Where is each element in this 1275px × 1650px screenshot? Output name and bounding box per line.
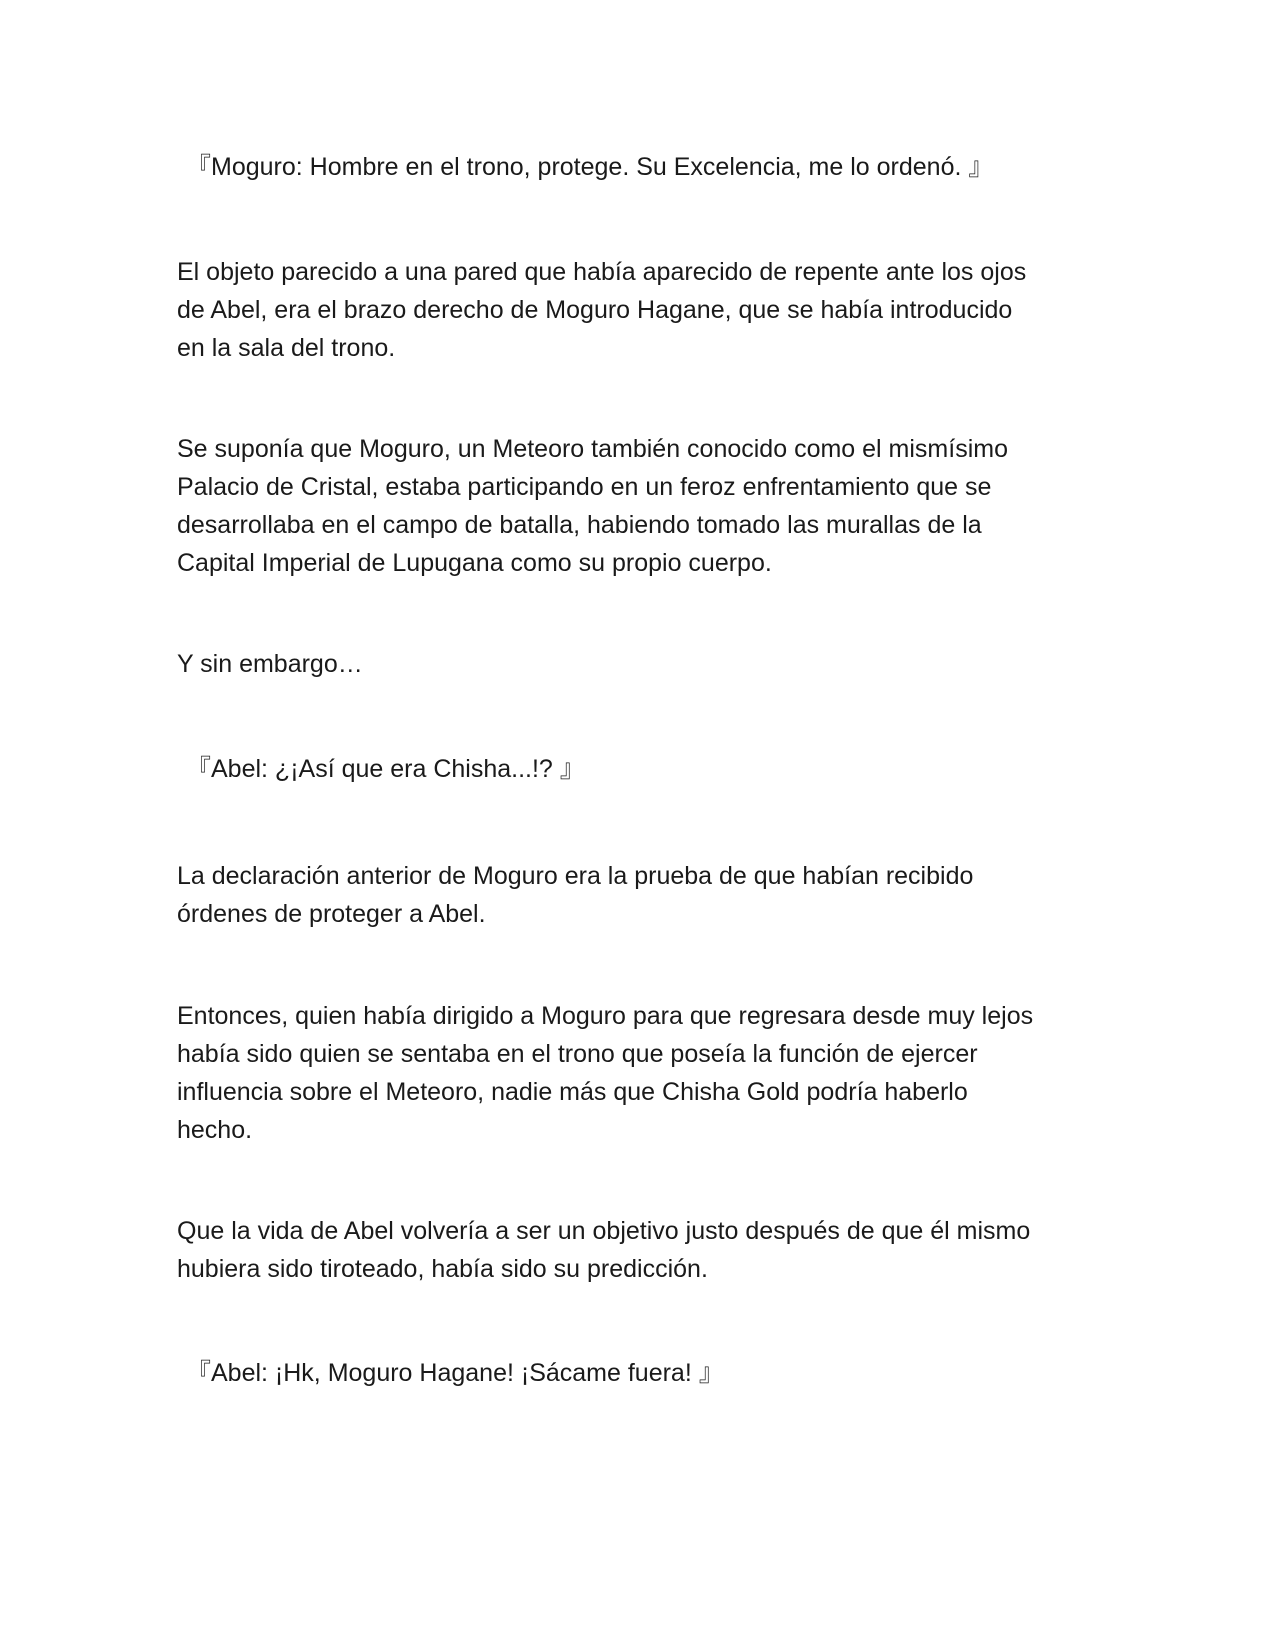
dialogue-moguro-protect: 『Moguro: Hombre en el trono, protege. Su Excelencia, me lo ordenó. 』: [186, 153, 994, 181]
paragraph-crystal-palace: Se suponía que Moguro, un Meteoro también conocido como el mismísimo Palacio de Cristal, estaba participando en un feroz enfrentamiento que se desarrollaba en el campo de batalla, habiendo tomado las murallas de la Capital Imperial de Lupugana como su propio cuerpo.: [177, 435, 1008, 577]
paragraph-declaration: La declaración anterior de Moguro era la prueba de que habían recibido órdenes de proteger a Abel.: [177, 862, 974, 928]
paragraph-chisha-gold: Entonces, quien había dirigido a Moguro para que regresara desde muy lejos había sido quien se sentaba en el trono que poseía la función de ejercer influencia sobre el Meteoro, nadie más que Chisha Gold podría haberlo hecho.: [177, 1002, 1034, 1144]
paragraph-prediction: Que la vida de Abel volvería a ser un objetivo justo después de que él mismo hubiera sido tiroteado, había sido su predicción.: [177, 1217, 1031, 1283]
paragraph-and-yet: Y sin embargo…: [177, 650, 363, 678]
dialogue-abel-get-me-out: 『Abel: ¡Hk, Moguro Hagane! ¡Sácame fuera! 』: [186, 1359, 724, 1387]
paragraph-wall-object: El objeto parecido a una pared que había aparecido de repente ante los ojos de Abel, era el brazo derecho de Moguro Hagane, que se había introducido en la sala del trono.: [177, 258, 1027, 362]
dialogue-abel-chisha: 『Abel: ¿¡Así que era Chisha...!? 』: [186, 755, 585, 783]
